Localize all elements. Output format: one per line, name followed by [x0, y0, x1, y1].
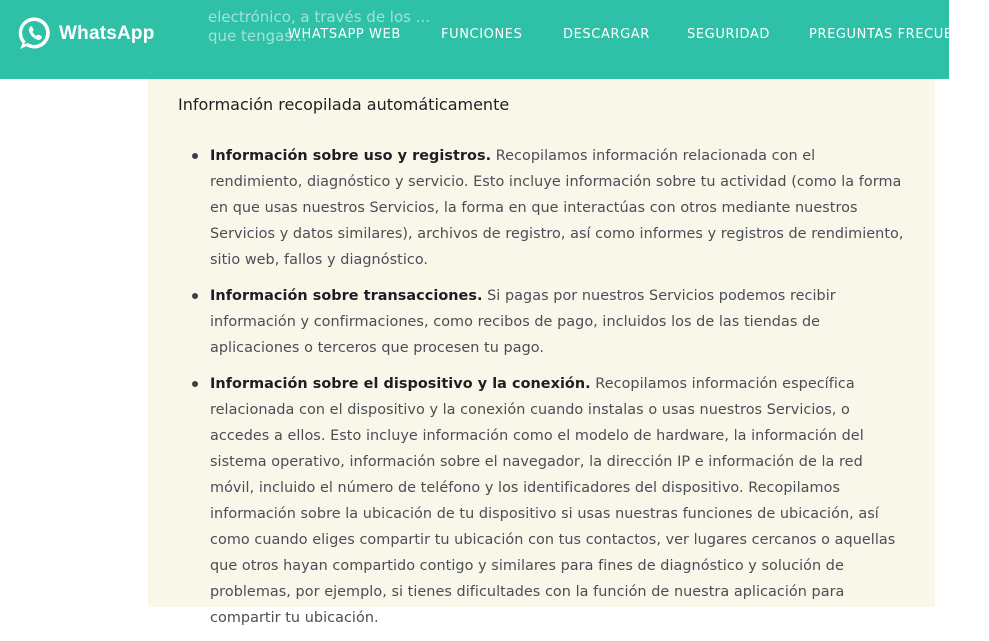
bullet-icon [192, 381, 198, 387]
item-body: Recopilamos información específica relacionada con el dispositivo y la conexión cuando instalas o usas nuestros Servicios, o accedes a ellos. Esto incluye información como el modelo de hardware, la información del sistema operativo, información sobre el navegador, la dirección IP e información de la red móvil, incluido el número de teléfono y los identificadores del dispositivo. Recopilamos información sobre la ubicación de tu dispositivo si usas nuestras funciones de ubicación, así como cuando eliges compartir tu ubicación con tus contactos, ver lugares cercanos o aquellas que otros hayan compartido contigo y similares para fines de diagnóstico y solución de problemas, por ejemplo, si tienes dificultades con la función de nuestra aplicación para compartir tu ubicación. [210, 376, 896, 626]
nav-funciones[interactable]: FUNCIONES [441, 27, 523, 42]
item-heading: Información sobre uso y registros. [210, 148, 492, 164]
section-title: Información recopilada automáticamente [178, 95, 510, 114]
nav-seguridad[interactable]: SEGURIDAD [687, 27, 771, 42]
list-item-transactions [210, 283, 910, 361]
whatsapp-logo-icon [17, 15, 53, 53]
list-item-device-connection [210, 371, 910, 631]
obscured-text-line: electrónico, a través de los ... [208, 8, 431, 26]
bullet-icon [192, 293, 198, 299]
bullet-icon [192, 153, 198, 159]
nav-whatsapp-web[interactable]: WHATSAPP WEB [288, 27, 401, 42]
whatsapp-logo-link[interactable] [17, 15, 155, 53]
item-body: Si pagas por nuestros Servicios podemos recibir información y confirmaciones, como recibos de pago, incluidos los de las tiendas de aplicaciones o terceros que procesen tu pago. [210, 288, 836, 356]
brand-name: WhatsApp [59, 23, 155, 44]
item-heading: Información sobre transacciones. [210, 288, 483, 304]
info-list [210, 143, 910, 641]
policy-content-panel [148, 79, 935, 626]
nav-preguntas-frecuentes[interactable]: PREGUNTAS FRECUENTES [809, 27, 989, 42]
item-body: Recopilamos información relacionada con el rendimiento, diagnóstico y servicio. Esto incluye información sobre tu actividad (como la forma en que usas nuestros Servicios, la forma en que interactúas con otros mediante nuestros Servicios y datos similares), archivos de registro, así como informes y registros de rendimiento, sitio web, fallos y diagnóstico. [210, 148, 904, 268]
nav-descargar[interactable]: DESCARGAR [563, 27, 650, 42]
obscured-text-line: que tengas... [208, 27, 307, 45]
top-navigation-bar [0, 0, 989, 79]
list-item-usage-logs [210, 143, 910, 273]
item-heading: Información sobre el dispositivo y la conexión. [210, 376, 591, 392]
